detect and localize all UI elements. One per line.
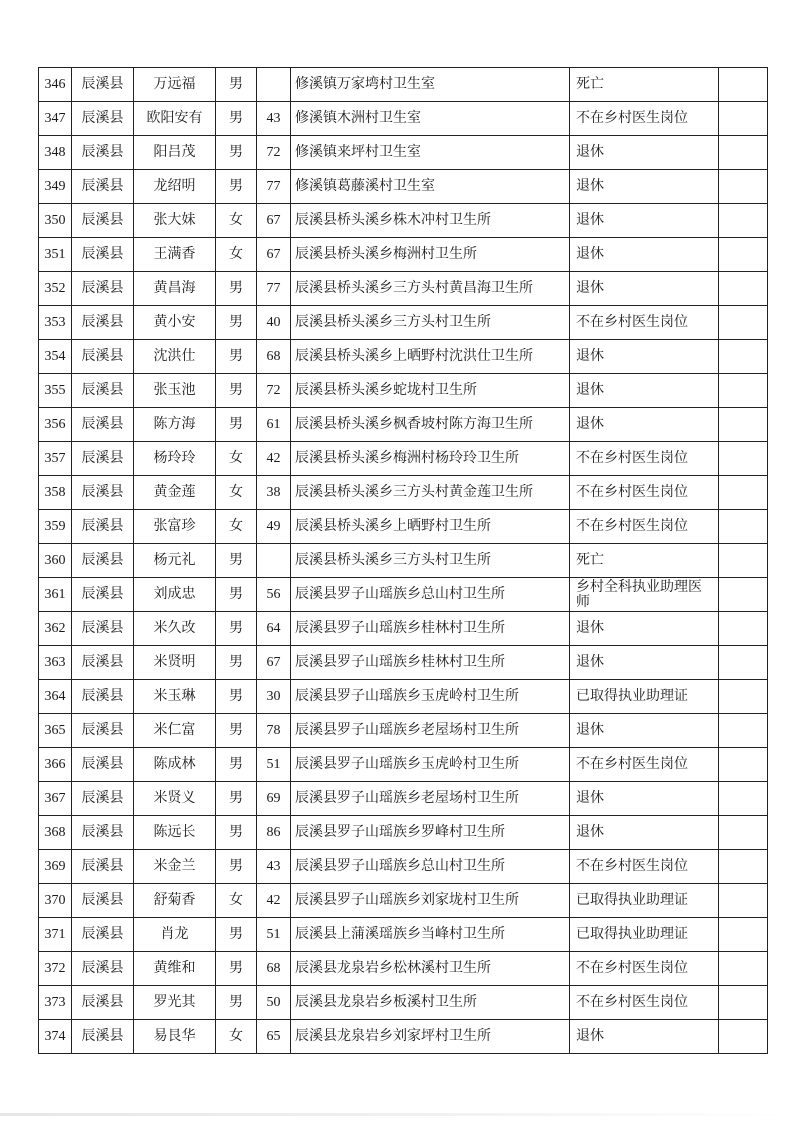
row-number: 349 <box>39 170 72 204</box>
table-row <box>39 442 768 476</box>
county-cell: 辰溪县 <box>72 102 134 136</box>
sex-cell: 男 <box>216 340 257 374</box>
county-cell: 辰溪县 <box>72 306 134 340</box>
status-cell: 退休 <box>570 374 719 408</box>
table-row <box>39 884 768 918</box>
note-cell <box>719 714 768 748</box>
county-cell: 辰溪县 <box>72 476 134 510</box>
age-cell <box>257 544 291 578</box>
scan-edge-shadow <box>0 1113 793 1116</box>
sex-cell: 男 <box>216 102 257 136</box>
age-cell: 64 <box>257 612 291 646</box>
note-cell <box>719 102 768 136</box>
age-cell: 43 <box>257 102 291 136</box>
status-cell: 退休 <box>570 714 719 748</box>
table-row <box>39 816 768 850</box>
unit-cell: 辰溪县罗子山瑶族乡老屋场村卫生所 <box>291 714 570 748</box>
county-cell: 辰溪县 <box>72 884 134 918</box>
county-cell: 辰溪县 <box>72 340 134 374</box>
sex-cell: 男 <box>216 374 257 408</box>
county-cell: 辰溪县 <box>72 918 134 952</box>
table-row <box>39 714 768 748</box>
county-cell: 辰溪县 <box>72 816 134 850</box>
county-cell: 辰溪县 <box>72 204 134 238</box>
note-cell <box>719 170 768 204</box>
age-cell: 68 <box>257 340 291 374</box>
status-cell: 不在乡村医生岗位 <box>570 306 719 340</box>
name-cell: 米仁富 <box>134 714 216 748</box>
row-number: 348 <box>39 136 72 170</box>
sex-cell: 女 <box>216 884 257 918</box>
unit-cell: 辰溪县罗子山瑶族乡总山村卫生所 <box>291 850 570 884</box>
sex-cell: 男 <box>216 748 257 782</box>
unit-cell: 辰溪县罗子山瑶族乡罗峰村卫生所 <box>291 816 570 850</box>
table-row <box>39 646 768 680</box>
row-number: 367 <box>39 782 72 816</box>
note-cell <box>719 306 768 340</box>
note-cell <box>719 238 768 272</box>
table-row <box>39 238 768 272</box>
status-cell: 已取得执业助理证 <box>570 884 719 918</box>
row-number: 346 <box>39 68 72 102</box>
unit-cell: 修溪镇万家塆村卫生室 <box>291 68 570 102</box>
status-cell: 不在乡村医生岗位 <box>570 102 719 136</box>
table-row <box>39 272 768 306</box>
age-cell: 86 <box>257 816 291 850</box>
sex-cell: 男 <box>216 816 257 850</box>
table-row <box>39 918 768 952</box>
note-cell <box>719 646 768 680</box>
county-cell: 辰溪县 <box>72 238 134 272</box>
status-cell: 死亡 <box>570 68 719 102</box>
age-cell: 42 <box>257 442 291 476</box>
unit-cell: 辰溪县罗子山瑶族乡玉虎岭村卫生所 <box>291 748 570 782</box>
sex-cell: 女 <box>216 476 257 510</box>
doctor-list-table <box>38 67 768 1054</box>
note-cell <box>719 442 768 476</box>
row-number: 363 <box>39 646 72 680</box>
document-page <box>38 67 767 1054</box>
unit-cell: 修溪镇来坪村卫生室 <box>291 136 570 170</box>
county-cell: 辰溪县 <box>72 748 134 782</box>
sex-cell: 男 <box>216 272 257 306</box>
status-cell: 不在乡村医生岗位 <box>570 476 719 510</box>
status-cell: 死亡 <box>570 544 719 578</box>
row-number: 357 <box>39 442 72 476</box>
name-cell: 黄金莲 <box>134 476 216 510</box>
row-number: 373 <box>39 986 72 1020</box>
age-cell: 69 <box>257 782 291 816</box>
status-cell: 不在乡村医生岗位 <box>570 442 719 476</box>
note-cell <box>719 272 768 306</box>
name-cell: 罗光其 <box>134 986 216 1020</box>
note-cell <box>719 476 768 510</box>
name-cell: 王满香 <box>134 238 216 272</box>
county-cell: 辰溪县 <box>72 170 134 204</box>
row-number: 354 <box>39 340 72 374</box>
status-cell: 已取得执业助理证 <box>570 680 719 714</box>
county-cell: 辰溪县 <box>72 510 134 544</box>
status-cell: 退休 <box>570 272 719 306</box>
name-cell: 刘成忠 <box>134 578 216 612</box>
note-cell <box>719 204 768 238</box>
status-cell: 退休 <box>570 816 719 850</box>
county-cell: 辰溪县 <box>72 646 134 680</box>
note-cell <box>719 408 768 442</box>
unit-cell: 辰溪县桥头溪乡上晒野村沈洪仕卫生所 <box>291 340 570 374</box>
age-cell: 65 <box>257 1020 291 1054</box>
row-number: 355 <box>39 374 72 408</box>
note-cell <box>719 374 768 408</box>
age-cell <box>257 68 291 102</box>
county-cell: 辰溪县 <box>72 374 134 408</box>
status-cell: 不在乡村医生岗位 <box>570 986 719 1020</box>
age-cell: 72 <box>257 136 291 170</box>
age-cell: 38 <box>257 476 291 510</box>
note-cell <box>719 544 768 578</box>
name-cell: 米贤义 <box>134 782 216 816</box>
county-cell: 辰溪县 <box>72 272 134 306</box>
table-row <box>39 510 768 544</box>
unit-cell: 辰溪县龙泉岩乡松林溪村卫生所 <box>291 952 570 986</box>
name-cell: 黄昌海 <box>134 272 216 306</box>
sex-cell: 男 <box>216 170 257 204</box>
table-row <box>39 476 768 510</box>
unit-cell: 辰溪县龙泉岩乡刘家坪村卫生所 <box>291 1020 570 1054</box>
note-cell <box>719 952 768 986</box>
unit-cell: 辰溪县桥头溪乡蛇垅村卫生所 <box>291 374 570 408</box>
name-cell: 黄小安 <box>134 306 216 340</box>
note-cell <box>719 612 768 646</box>
status-cell: 不在乡村医生岗位 <box>570 510 719 544</box>
age-cell: 67 <box>257 646 291 680</box>
name-cell: 米贤明 <box>134 646 216 680</box>
row-number: 353 <box>39 306 72 340</box>
county-cell: 辰溪县 <box>72 408 134 442</box>
age-cell: 68 <box>257 952 291 986</box>
unit-cell: 辰溪县罗子山瑶族乡桂林村卫生所 <box>291 646 570 680</box>
row-number: 356 <box>39 408 72 442</box>
unit-cell: 辰溪县桥头溪乡枫香坡村陈方海卫生所 <box>291 408 570 442</box>
note-cell <box>719 986 768 1020</box>
age-cell: 30 <box>257 680 291 714</box>
status-cell: 退休 <box>570 782 719 816</box>
note-cell <box>719 782 768 816</box>
name-cell: 肖龙 <box>134 918 216 952</box>
name-cell: 陈方海 <box>134 408 216 442</box>
row-number: 360 <box>39 544 72 578</box>
note-cell <box>719 816 768 850</box>
sex-cell: 女 <box>216 204 257 238</box>
sex-cell: 男 <box>216 612 257 646</box>
sex-cell: 男 <box>216 408 257 442</box>
row-number: 361 <box>39 578 72 612</box>
age-cell: 78 <box>257 714 291 748</box>
unit-cell: 修溪镇葛藤溪村卫生室 <box>291 170 570 204</box>
name-cell: 陈远长 <box>134 816 216 850</box>
unit-cell: 辰溪县罗子山瑶族乡刘家垅村卫生所 <box>291 884 570 918</box>
note-cell <box>719 510 768 544</box>
county-cell: 辰溪县 <box>72 952 134 986</box>
row-number: 374 <box>39 1020 72 1054</box>
age-cell: 72 <box>257 374 291 408</box>
sex-cell: 男 <box>216 544 257 578</box>
age-cell: 51 <box>257 918 291 952</box>
row-number: 368 <box>39 816 72 850</box>
age-cell: 42 <box>257 884 291 918</box>
age-cell: 43 <box>257 850 291 884</box>
county-cell: 辰溪县 <box>72 68 134 102</box>
status-cell: 不在乡村医生岗位 <box>570 748 719 782</box>
unit-cell: 辰溪县龙泉岩乡板溪村卫生所 <box>291 986 570 1020</box>
status-cell: 退休 <box>570 204 719 238</box>
county-cell: 辰溪县 <box>72 680 134 714</box>
unit-cell: 辰溪县桥头溪乡三方头村黄昌海卫生所 <box>291 272 570 306</box>
table-row <box>39 748 768 782</box>
age-cell: 77 <box>257 272 291 306</box>
status-cell: 退休 <box>570 408 719 442</box>
row-number: 364 <box>39 680 72 714</box>
unit-cell: 辰溪县上蒲溪瑶族乡当峰村卫生所 <box>291 918 570 952</box>
note-cell <box>719 578 768 612</box>
sex-cell: 男 <box>216 680 257 714</box>
sex-cell: 男 <box>216 986 257 1020</box>
note-cell <box>719 918 768 952</box>
name-cell: 张富珍 <box>134 510 216 544</box>
note-cell <box>719 748 768 782</box>
county-cell: 辰溪县 <box>72 986 134 1020</box>
table-row <box>39 136 768 170</box>
status-cell: 退休 <box>570 646 719 680</box>
age-cell: 49 <box>257 510 291 544</box>
table-row <box>39 374 768 408</box>
status-cell: 退休 <box>570 238 719 272</box>
unit-cell: 辰溪县罗子山瑶族乡老屋场村卫生所 <box>291 782 570 816</box>
status-cell: 退休 <box>570 612 719 646</box>
unit-cell: 辰溪县罗子山瑶族乡桂林村卫生所 <box>291 612 570 646</box>
county-cell: 辰溪县 <box>72 442 134 476</box>
table-row <box>39 204 768 238</box>
sex-cell: 男 <box>216 782 257 816</box>
name-cell: 陈成林 <box>134 748 216 782</box>
county-cell: 辰溪县 <box>72 612 134 646</box>
row-number: 359 <box>39 510 72 544</box>
status-cell: 乡村全科执业助理医师 <box>570 578 719 612</box>
table-row <box>39 340 768 374</box>
name-cell: 米久改 <box>134 612 216 646</box>
age-cell: 50 <box>257 986 291 1020</box>
name-cell: 阳吕茂 <box>134 136 216 170</box>
name-cell: 张玉池 <box>134 374 216 408</box>
name-cell: 龙绍明 <box>134 170 216 204</box>
name-cell: 舒菊香 <box>134 884 216 918</box>
name-cell: 万远福 <box>134 68 216 102</box>
sex-cell: 男 <box>216 918 257 952</box>
unit-cell: 辰溪县罗子山瑶族乡玉虎岭村卫生所 <box>291 680 570 714</box>
row-number: 351 <box>39 238 72 272</box>
status-cell: 退休 <box>570 340 719 374</box>
county-cell: 辰溪县 <box>72 136 134 170</box>
row-number: 369 <box>39 850 72 884</box>
unit-cell: 辰溪县桥头溪乡上晒野村卫生所 <box>291 510 570 544</box>
row-number: 347 <box>39 102 72 136</box>
row-number: 358 <box>39 476 72 510</box>
table-row <box>39 408 768 442</box>
sex-cell: 男 <box>216 714 257 748</box>
name-cell: 黄维和 <box>134 952 216 986</box>
row-number: 365 <box>39 714 72 748</box>
table-row <box>39 578 768 612</box>
age-cell: 51 <box>257 748 291 782</box>
name-cell: 杨玲玲 <box>134 442 216 476</box>
status-cell: 不在乡村医生岗位 <box>570 850 719 884</box>
county-cell: 辰溪县 <box>72 850 134 884</box>
sex-cell: 女 <box>216 238 257 272</box>
county-cell: 辰溪县 <box>72 578 134 612</box>
sex-cell: 男 <box>216 646 257 680</box>
name-cell: 欧阳安有 <box>134 102 216 136</box>
sex-cell: 女 <box>216 510 257 544</box>
row-number: 362 <box>39 612 72 646</box>
status-cell: 退休 <box>570 136 719 170</box>
age-cell: 40 <box>257 306 291 340</box>
county-cell: 辰溪县 <box>72 714 134 748</box>
table-body <box>39 68 768 1054</box>
unit-cell: 辰溪县桥头溪乡三方头村卫生所 <box>291 544 570 578</box>
sex-cell: 女 <box>216 1020 257 1054</box>
name-cell: 张大妹 <box>134 204 216 238</box>
unit-cell: 修溪镇木洲村卫生室 <box>291 102 570 136</box>
table-row <box>39 680 768 714</box>
sex-cell: 男 <box>216 952 257 986</box>
table-row <box>39 306 768 340</box>
row-number: 370 <box>39 884 72 918</box>
row-number: 372 <box>39 952 72 986</box>
table-row <box>39 612 768 646</box>
unit-cell: 辰溪县桥头溪乡株木冲村卫生所 <box>291 204 570 238</box>
table-row <box>39 850 768 884</box>
row-number: 366 <box>39 748 72 782</box>
sex-cell: 女 <box>216 442 257 476</box>
status-cell: 已取得执业助理证 <box>570 918 719 952</box>
unit-cell: 辰溪县桥头溪乡梅洲村杨玲玲卫生所 <box>291 442 570 476</box>
name-cell: 米玉琳 <box>134 680 216 714</box>
county-cell: 辰溪县 <box>72 782 134 816</box>
row-number: 352 <box>39 272 72 306</box>
unit-cell: 辰溪县罗子山瑶族乡总山村卫生所 <box>291 578 570 612</box>
status-cell: 退休 <box>570 170 719 204</box>
age-cell: 77 <box>257 170 291 204</box>
sex-cell: 男 <box>216 306 257 340</box>
sex-cell: 男 <box>216 578 257 612</box>
name-cell: 米金兰 <box>134 850 216 884</box>
age-cell: 67 <box>257 238 291 272</box>
note-cell <box>719 884 768 918</box>
age-cell: 56 <box>257 578 291 612</box>
name-cell: 易艮华 <box>134 1020 216 1054</box>
note-cell <box>719 136 768 170</box>
status-cell: 不在乡村医生岗位 <box>570 952 719 986</box>
table-row <box>39 68 768 102</box>
table-row <box>39 782 768 816</box>
table-row <box>39 986 768 1020</box>
county-cell: 辰溪县 <box>72 1020 134 1054</box>
status-cell: 退休 <box>570 1020 719 1054</box>
sex-cell: 男 <box>216 68 257 102</box>
name-cell: 杨元礼 <box>134 544 216 578</box>
unit-cell: 辰溪县桥头溪乡三方头村黄金莲卫生所 <box>291 476 570 510</box>
sex-cell: 男 <box>216 850 257 884</box>
table-row <box>39 170 768 204</box>
table-row <box>39 952 768 986</box>
row-number: 371 <box>39 918 72 952</box>
note-cell <box>719 850 768 884</box>
age-cell: 61 <box>257 408 291 442</box>
table-row <box>39 544 768 578</box>
unit-cell: 辰溪县桥头溪乡梅洲村卫生所 <box>291 238 570 272</box>
row-number: 350 <box>39 204 72 238</box>
note-cell <box>719 340 768 374</box>
note-cell <box>719 68 768 102</box>
table-row <box>39 1020 768 1054</box>
county-cell: 辰溪县 <box>72 544 134 578</box>
age-cell: 67 <box>257 204 291 238</box>
table-row <box>39 102 768 136</box>
note-cell <box>719 680 768 714</box>
name-cell: 沈洪仕 <box>134 340 216 374</box>
note-cell <box>719 1020 768 1054</box>
sex-cell: 男 <box>216 136 257 170</box>
unit-cell: 辰溪县桥头溪乡三方头村卫生所 <box>291 306 570 340</box>
